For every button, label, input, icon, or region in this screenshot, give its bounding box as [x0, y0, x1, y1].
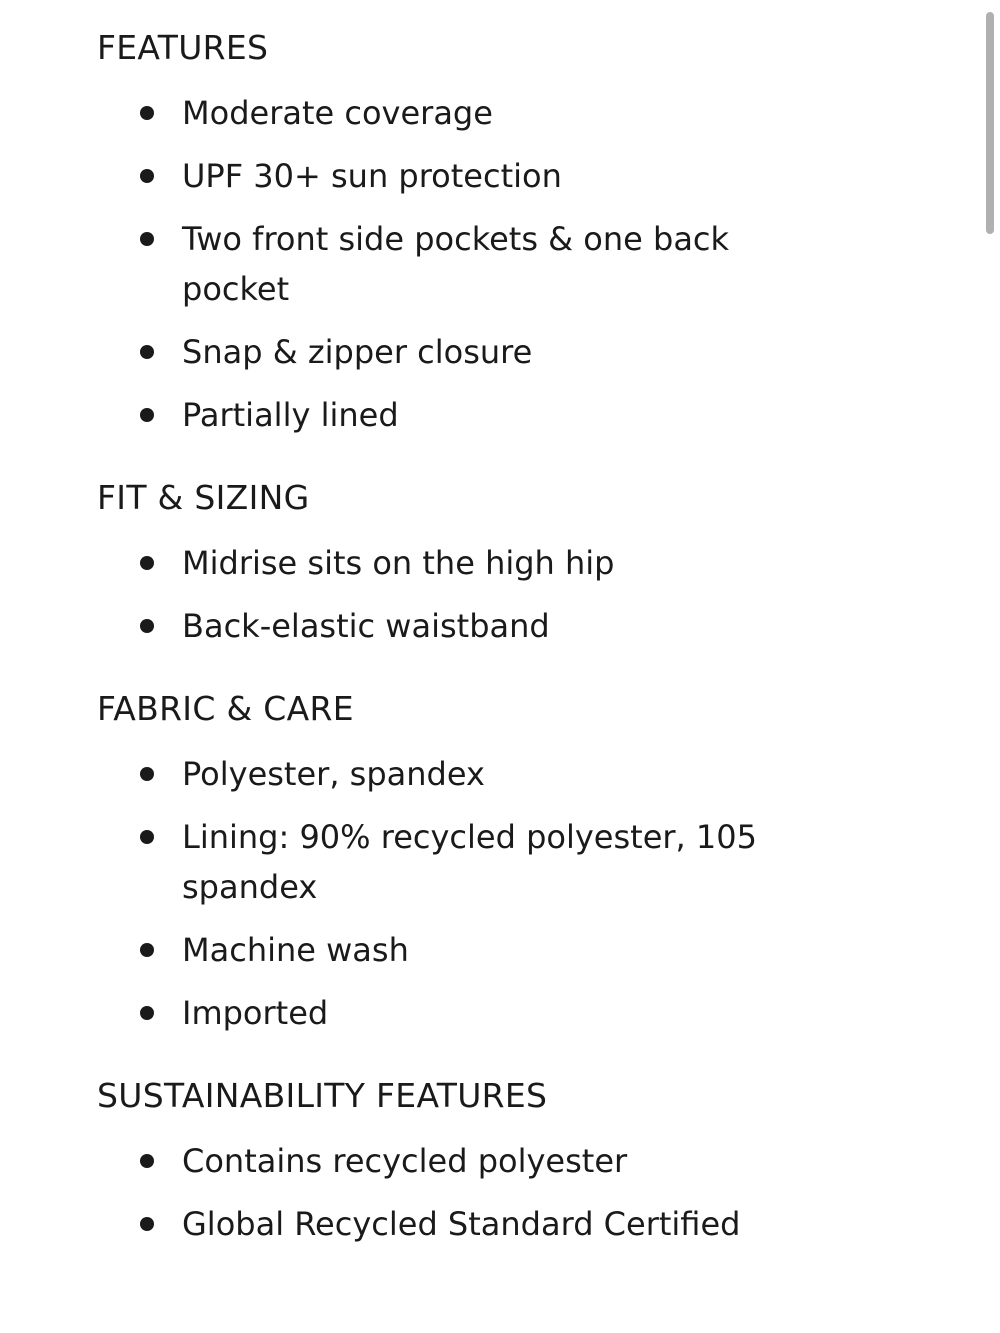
list-item-text: Machine wash — [182, 931, 409, 969]
sustainability-list — [97, 1136, 957, 1249]
list-item — [97, 390, 822, 440]
list-item — [97, 151, 822, 201]
sustainability-section — [97, 1074, 957, 1249]
bullet-icon — [140, 943, 154, 957]
fabric-care-list — [97, 749, 957, 1038]
fit-sizing-list — [97, 538, 957, 651]
bullet-icon — [140, 619, 154, 633]
list-item-text: Midrise sits on the high hip — [182, 544, 615, 582]
list-item — [97, 327, 822, 377]
list-item-text: Polyester, spandex — [182, 755, 485, 793]
fabric-care-section — [97, 687, 957, 1038]
list-item-text: Imported — [182, 994, 329, 1032]
list-item — [97, 538, 822, 588]
scrollbar[interactable] — [986, 12, 994, 234]
list-item-text: Global Recycled Standard Certified — [182, 1205, 741, 1243]
bullet-icon — [140, 232, 154, 246]
list-item-text: Two front side pockets & one back pocket — [182, 220, 730, 308]
list-item — [97, 812, 822, 912]
bullet-icon — [140, 408, 154, 422]
bullet-icon — [140, 169, 154, 183]
list-item — [97, 1136, 822, 1186]
bullet-icon — [140, 1217, 154, 1231]
bullet-icon — [140, 767, 154, 781]
list-item-text: Lining: 90% recycled polyester, 105 spandex — [182, 818, 757, 906]
bullet-icon — [140, 556, 154, 570]
list-item — [97, 214, 822, 314]
list-item — [97, 988, 822, 1038]
list-item — [97, 88, 822, 138]
list-item-text: Moderate coverage — [182, 94, 493, 132]
section-heading-fabric-care: FABRIC & CARE — [97, 689, 354, 728]
list-item — [97, 749, 822, 799]
list-item-text: UPF 30+ sun protection — [182, 157, 562, 195]
section-heading-fit-sizing: FIT & SIZING — [97, 478, 310, 517]
list-item-text: Snap & zipper closure — [182, 333, 533, 371]
fit-sizing-section — [97, 476, 957, 651]
product-details — [97, 26, 957, 1285]
section-heading-sustainability: SUSTAINABILITY FEATURES — [97, 1076, 548, 1115]
features-section — [97, 26, 957, 440]
scrollbar-thumb[interactable] — [986, 12, 994, 234]
bullet-icon — [140, 345, 154, 359]
list-item-text: Contains recycled polyester — [182, 1142, 628, 1180]
list-item — [97, 601, 822, 651]
bullet-icon — [140, 830, 154, 844]
list-item-text: Partially lined — [182, 396, 399, 434]
list-item — [97, 1199, 822, 1249]
section-heading-features: FEATURES — [97, 28, 269, 67]
features-list — [97, 88, 957, 440]
bullet-icon — [140, 1006, 154, 1020]
list-item-text: Back-elastic waistband — [182, 607, 550, 645]
list-item — [97, 925, 822, 975]
bullet-icon — [140, 106, 154, 120]
bullet-icon — [140, 1154, 154, 1168]
